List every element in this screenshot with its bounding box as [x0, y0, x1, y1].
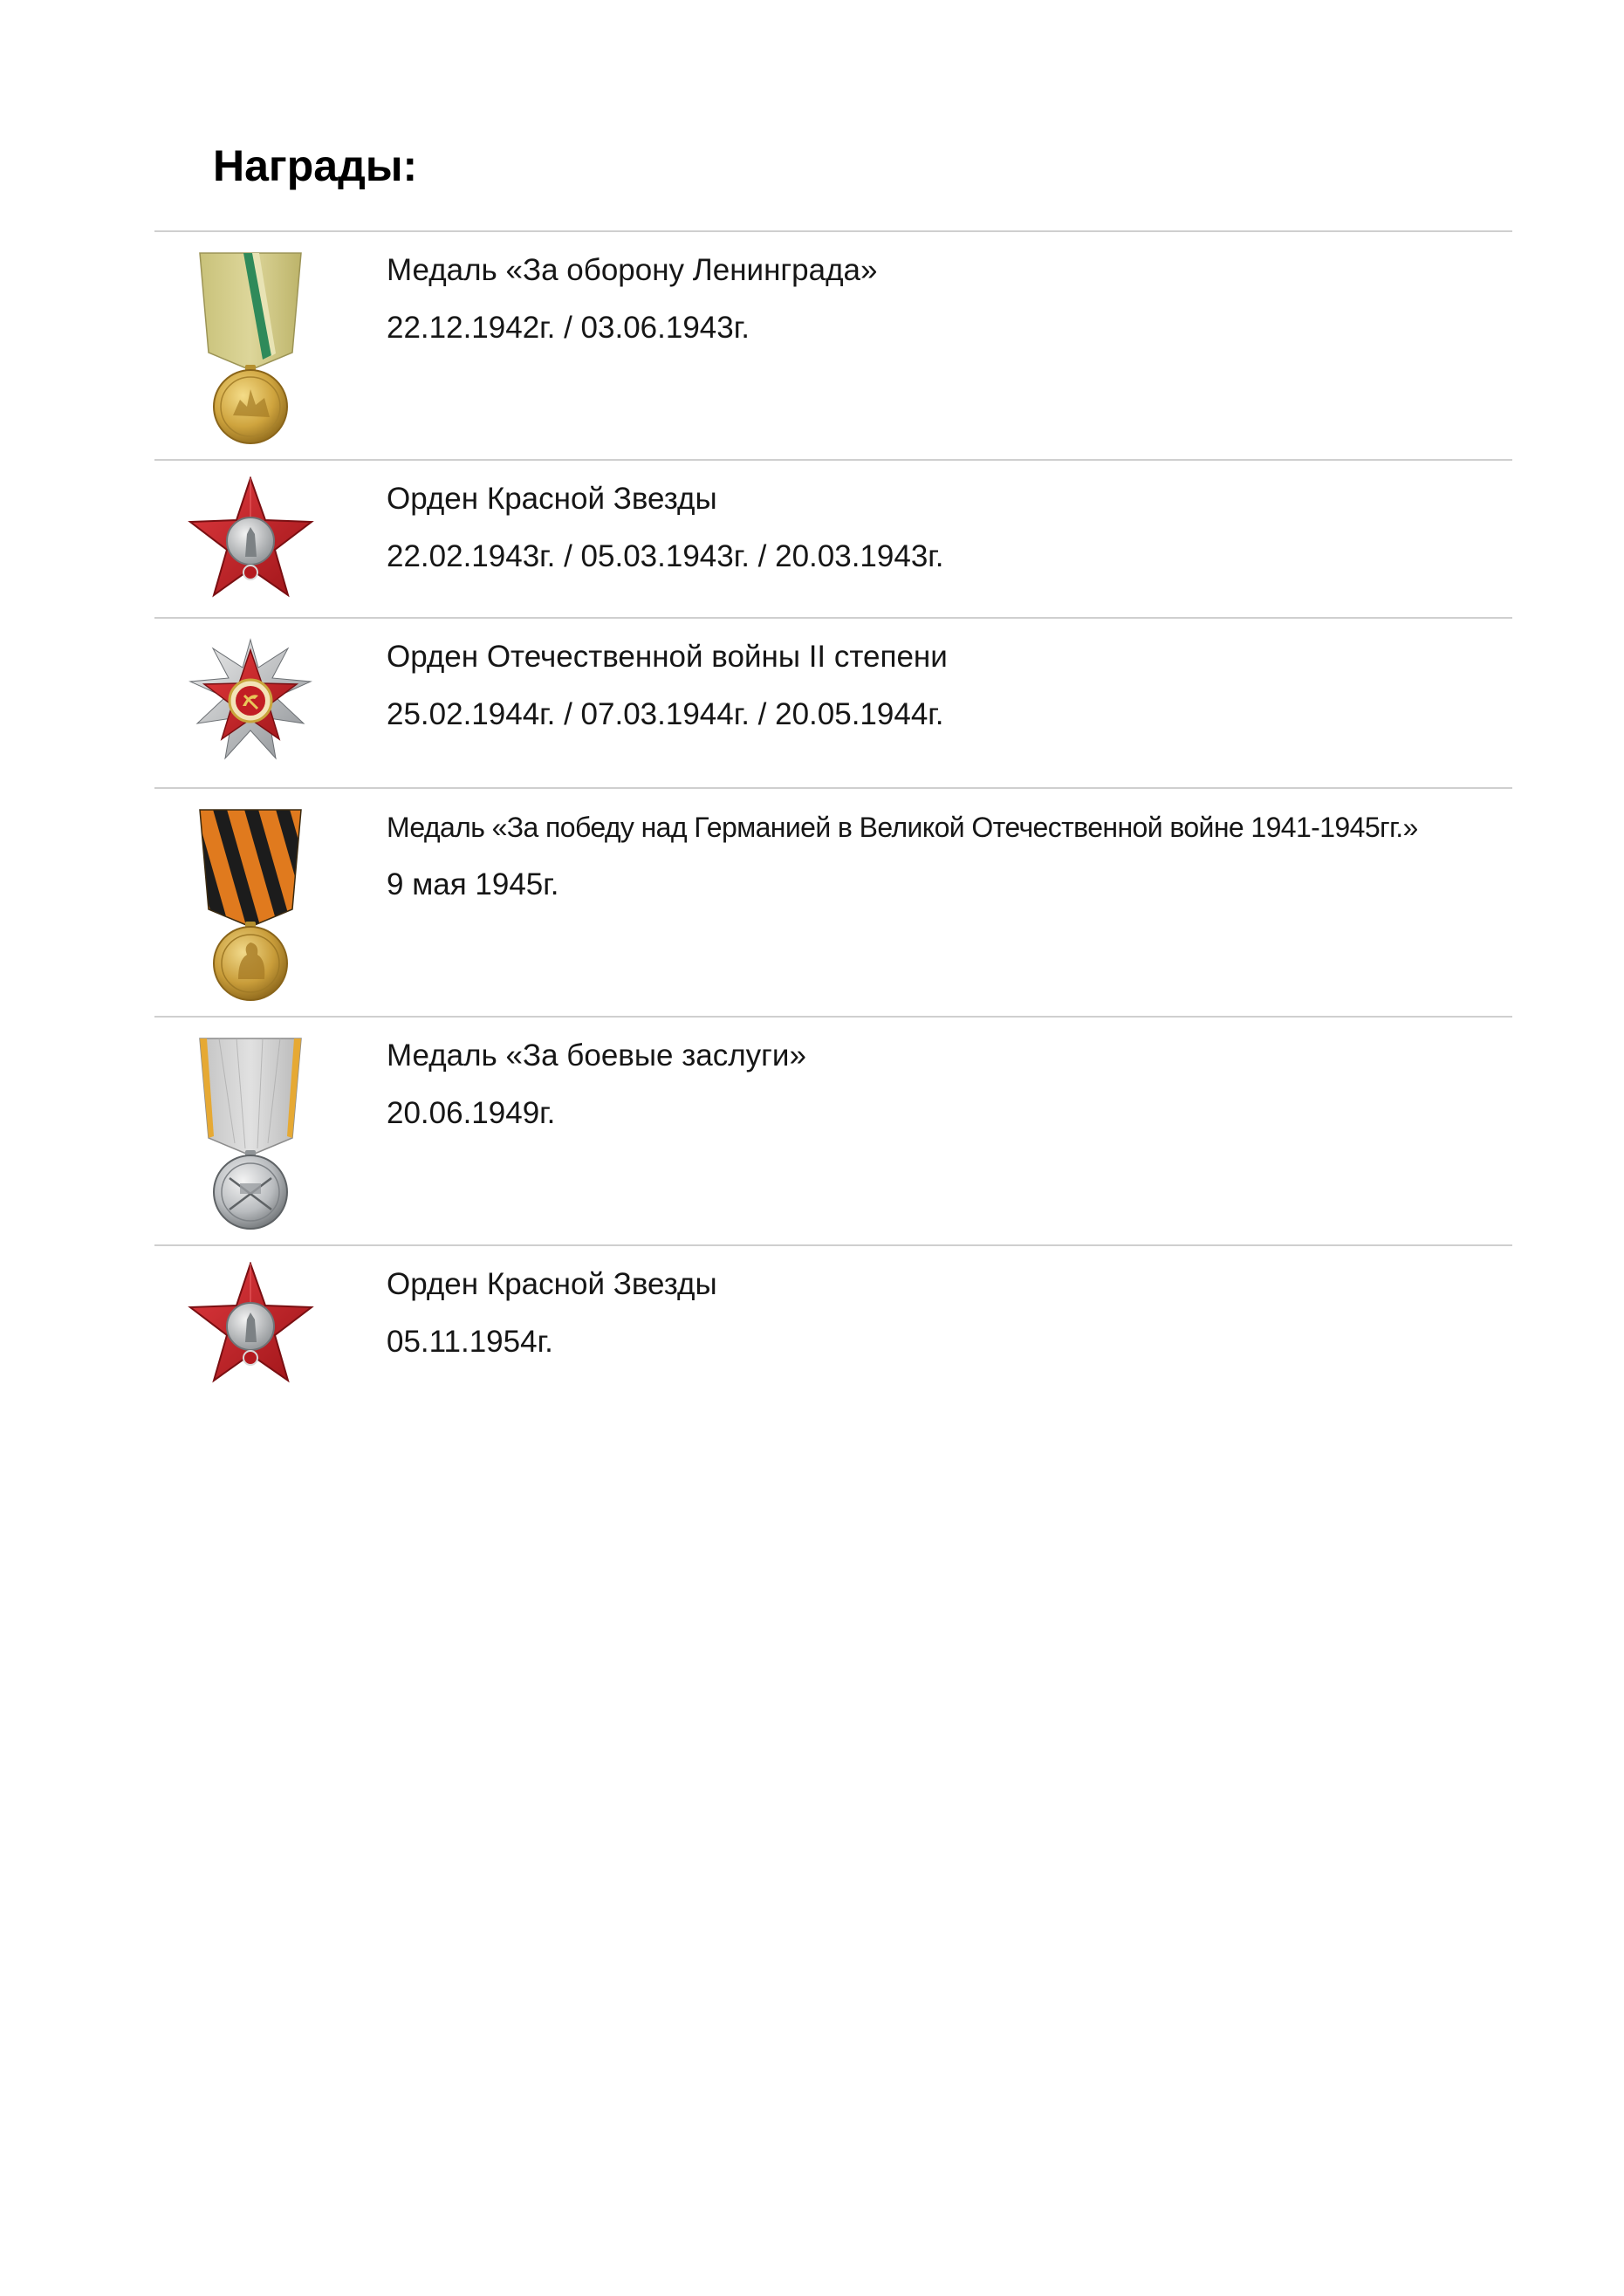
award-dates: 25.02.1944г. / 07.03.1944г. / 20.05.1944г. — [387, 697, 944, 731]
award-name: Медаль «За победу над Германией в Великой Отечественной войне 1941-1945гг.» — [387, 812, 1418, 843]
award-name: Орден Красной Звезды — [387, 1267, 717, 1301]
award-name: Медаль «За оборону Ленинграда» — [387, 253, 878, 287]
award-name: Орден Отечественной войны II степени — [387, 640, 948, 674]
order-red-star-icon — [181, 1262, 320, 1384]
award-row — [154, 1016, 1512, 1244]
award-row — [154, 617, 1512, 787]
medal-combat-merit-icon — [181, 1035, 320, 1231]
award-dates: 9 мая 1945г. — [387, 867, 559, 901]
award-row — [154, 1244, 1512, 1402]
award-dates: 22.12.1942г. / 03.06.1943г. — [387, 311, 750, 345]
award-dates: 22.02.1943г. / 05.03.1943г. / 20.03.1943г. — [387, 539, 944, 573]
award-dates: 05.11.1954г. — [387, 1325, 553, 1359]
order-patriotic-war-icon — [181, 636, 320, 767]
awards-list — [154, 230, 1512, 1402]
award-row — [154, 459, 1512, 617]
page-title: Награды: — [213, 141, 418, 190]
award-name: Медаль «За боевые заслуги» — [387, 1038, 806, 1073]
award-row — [154, 787, 1512, 1016]
medal-victory-over-germany-icon — [181, 806, 320, 1003]
award-dates: 20.06.1949г. — [387, 1096, 556, 1130]
award-row — [154, 230, 1512, 459]
order-red-star-icon — [181, 476, 320, 599]
medal-defense-of-leningrad-icon — [181, 250, 320, 446]
award-name: Орден Красной Звезды — [387, 482, 717, 516]
